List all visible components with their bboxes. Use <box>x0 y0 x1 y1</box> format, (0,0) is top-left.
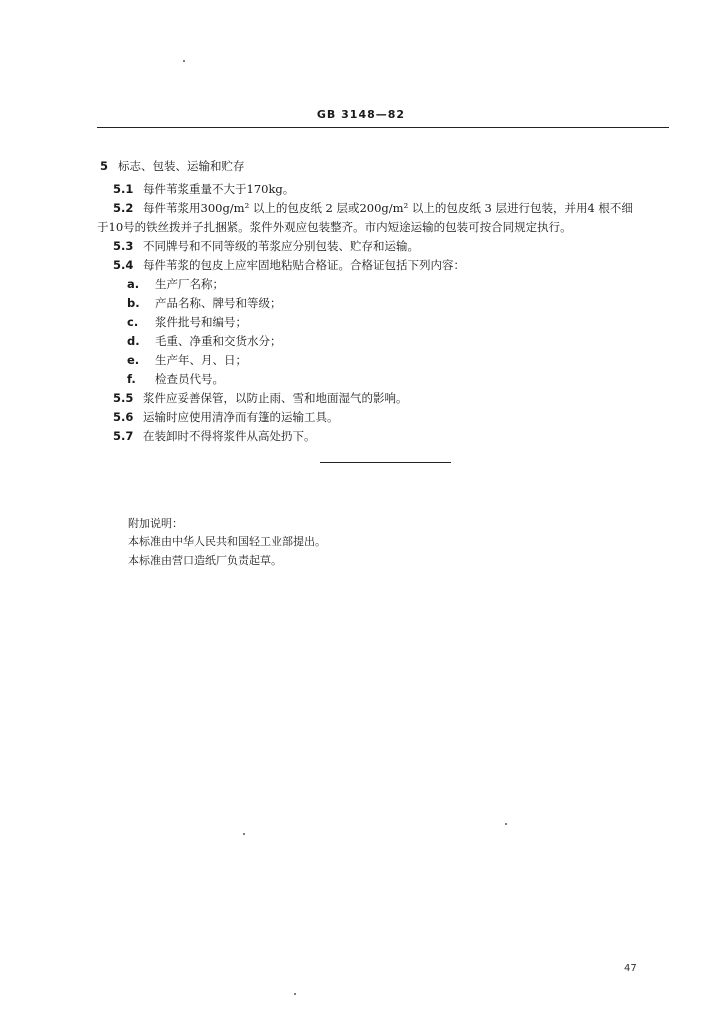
page-number: 47 <box>624 963 637 974</box>
item-text: 浆件批号和编号； <box>155 315 247 329</box>
item-text: 毛重、净重和交货水分； <box>155 334 282 348</box>
item-letter: c. <box>127 315 139 329</box>
item-text: 检查员代号。 <box>155 372 224 386</box>
item-letter: b. <box>127 296 140 310</box>
clause-5-4 <box>113 257 465 273</box>
cert-item-b <box>127 295 282 311</box>
clause-number: 5.4 <box>113 258 134 272</box>
clause-5-1 <box>113 181 294 197</box>
clause-5-6 <box>113 409 339 425</box>
clause-number: 5.2 <box>113 201 134 215</box>
cert-item-a <box>127 276 224 292</box>
item-letter: e. <box>127 353 140 367</box>
item-letter: f. <box>127 372 136 386</box>
clause-text: 浆件应妥善保管，以防止雨、雪和地面湿气的影响。 <box>143 391 408 405</box>
item-text: 生产厂名称； <box>155 277 224 291</box>
clause-text: 运输时应使用清净而有篷的运输工具。 <box>143 410 339 424</box>
clause-number: 5.5 <box>113 391 134 405</box>
clause-text: 每件苇浆的包皮上应牢固地粘贴合格证。合格证包括下列内容： <box>143 258 465 272</box>
end-of-text-rule <box>320 462 451 463</box>
cert-item-f <box>127 371 224 387</box>
clause-text: 每件苇浆重量不大于170kg。 <box>143 182 295 196</box>
clause-5-5 <box>113 390 408 406</box>
clause-text: 每件苇浆用300g/m² 以上的包皮纸 2 层或200g/m² 以上的包皮纸 3 层进行包装，并用4 根不细 <box>143 201 633 215</box>
section-title: 标志、包装、运输和贮存 <box>118 159 245 173</box>
cert-item-d <box>127 333 282 349</box>
appendix-line-2: 本标准由营口造纸厂负责起草。 <box>128 554 282 567</box>
clause-5-2 <box>113 200 633 216</box>
section-heading <box>100 158 245 174</box>
item-letter: a. <box>127 277 140 291</box>
section-number: 5 <box>100 159 109 173</box>
clause-number: 5.1 <box>113 182 134 196</box>
header-rule <box>97 127 669 128</box>
item-text: 产品名称、牌号和等级； <box>155 296 282 310</box>
standard-code: GB 3148—82 <box>316 108 406 121</box>
clause-text: 在装卸时不得将浆件从高处扔下。 <box>143 429 316 443</box>
item-letter: d. <box>127 334 140 348</box>
appendix-line-1: 本标准由中华人民共和国轻工业部提出。 <box>128 535 326 548</box>
cert-item-c <box>127 314 247 330</box>
scan-speck <box>294 993 296 995</box>
clause-number: 5.7 <box>113 429 134 443</box>
clause-5-2-continuation: 于10号的铁丝拨并子扎捆紧。浆件外观应包装整齐。市内短途运输的包装可按合同规定执行。 <box>97 220 572 234</box>
item-text: 生产年、月、日； <box>155 353 247 367</box>
clause-text: 不同牌号和不同等级的苇浆应分别包装、贮存和运输。 <box>143 239 419 253</box>
clause-number: 5.3 <box>113 239 134 253</box>
clause-5-7 <box>113 428 316 444</box>
clause-5-3 <box>113 238 419 254</box>
clause-number: 5.6 <box>113 410 134 424</box>
scan-speck <box>505 823 507 825</box>
scan-speck <box>183 60 185 62</box>
cert-item-e <box>127 352 247 368</box>
appendix-heading: 附加说明： <box>128 517 183 530</box>
scan-speck <box>243 833 245 835</box>
